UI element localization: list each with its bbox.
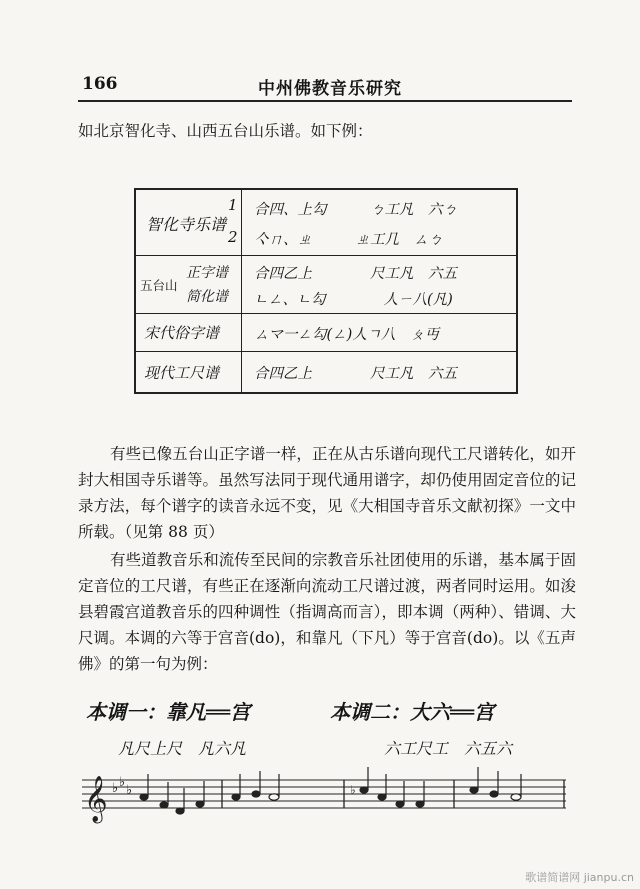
table-row: [136, 314, 516, 352]
watermark: 歌谱简谱网 jianpu.cn: [525, 871, 634, 884]
table-row: 五台山 正字谱 简化谱 合四乙上 尺工凡 六五 ㄴㄥ、ㄴ勾 人ㄧ八(凡): [136, 256, 516, 314]
mode-label-2: 本调二：大六══宫: [330, 700, 495, 724]
row-label-zhihua: 智化寺乐谱: [146, 215, 227, 234]
songdai-line: ㄙマ一ㄥ勾(ㄥ)人ㄱ八 ㄆ丏: [254, 327, 439, 343]
gongche-phrase-1: 凡尺上尺 凡六凡: [118, 739, 247, 758]
svg-text:♭: ♭: [112, 781, 119, 796]
svg-text:♭: ♭: [126, 783, 133, 798]
header-rule: [78, 100, 572, 102]
music-staff: [82, 760, 570, 830]
gongche-phrase-2: 六工尺工 六五六: [384, 739, 513, 758]
row-label-songdai: 宋代俗字谱: [144, 324, 220, 342]
table-row: 智化寺乐谱 1 2 合四、上勾 ㄅ工凡 六ㄅ 亽ㄇ、ㄓ ㄓ工几 ㄙㄅ: [136, 190, 516, 256]
table-row: [136, 352, 516, 392]
page-number: 166: [82, 74, 118, 94]
mode-label-1: 本调一：靠凡══宫: [86, 700, 251, 724]
svg-text:♭: ♭: [119, 775, 126, 790]
notes-measure-2: [232, 771, 279, 800]
running-title: 中州佛教音乐研究: [258, 79, 402, 99]
treble-clef-icon: 𝄞: [84, 776, 108, 822]
zhihua-line-1: 合四、上勾 ㄅ工凡 六ㄅ: [254, 202, 457, 218]
zhihua-line-2: 亽ㄇ、ㄓ ㄓ工几 ㄙㄅ: [254, 232, 443, 248]
row-label-xiandai: 现代工尺谱: [144, 364, 220, 382]
notes-measure-4: [470, 767, 521, 800]
paragraph: 有些道教音乐和流传至民间的宗教音乐社团使用的乐谱，基本属于固定音位的工尺谱，有些正在逐渐向流动工尺谱过渡，两者同时运用。如浚县碧霞宫道教音乐的四种调性（指调高而言），即本调（两种）、错调、大尺调。本调的六等于宫音(do)，和靠凡（下凡）等于宫音(do)。以《五声佛》的第一句为例：: [78, 551, 576, 673]
intro-text: 如北京智化寺、山西五台山乐谱。如下例：: [78, 122, 373, 140]
row-label-wutaishan: 五台山: [140, 278, 178, 293]
notation-comparison-table: [134, 188, 518, 394]
svg-text:♭: ♭: [350, 783, 356, 797]
paragraph: 有些已像五台山正字谱一样，正在从古乐谱向现代工尺谱转化，如开封大相国寺乐谱等。虽然写法同于现代通用谱字，却仍使用固定音位的记录方法，每个谱字的读音永远不变，见《大相国寺音乐文献初探》一文中所载。（见第 88 页）: [78, 445, 576, 541]
wutaishan-zhengzi-line: 合四乙上 尺工凡 六五: [254, 266, 457, 282]
xiandai-line: 合四乙上 尺工凡 六五: [254, 366, 457, 382]
wutaishan-jianhua-line: ㄴㄥ、ㄴ勾 人ㄧ八(凡): [254, 292, 453, 308]
